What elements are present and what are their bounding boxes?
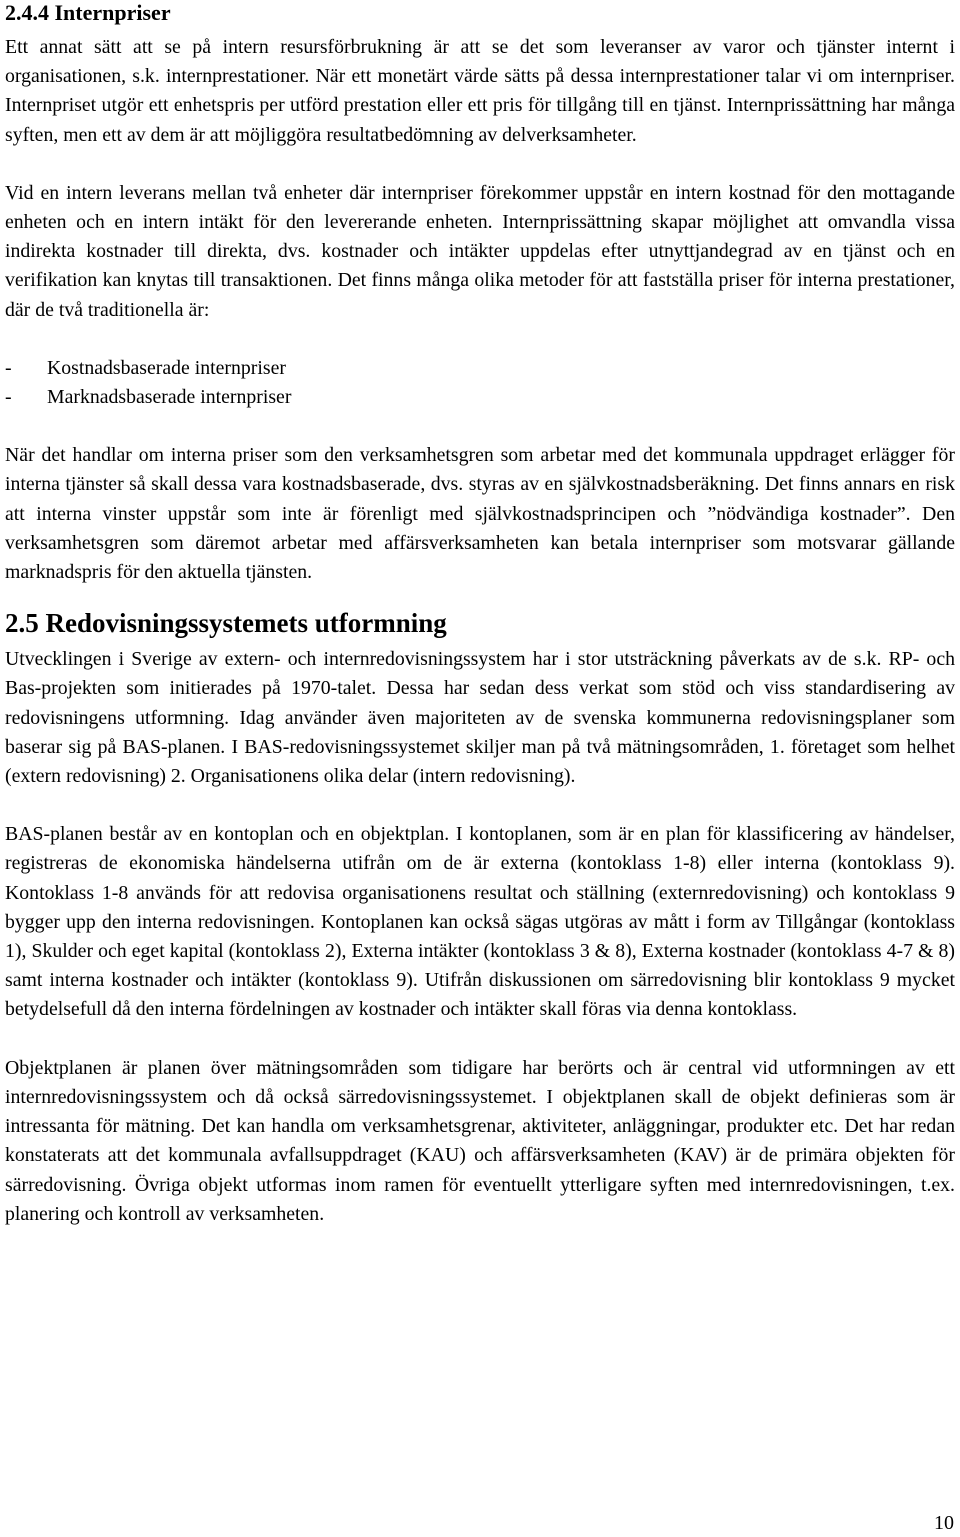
- paragraph-bas-planen: BAS-planen består av en kontoplan och en objektplan. I kontoplanen, som är en plan för klassificering av händelser, registreras de ekonomiska händelserna utifrån om de är externa (kontoklass 1-8) eller interna (kontoklass 9). Kontoklass 1-8 används för att redovisa organisationens resultat och ställning (externredovisning) och kontoklass 9 bygger upp den interna redovisningen. Kontoplanen kan också sägas utgöras av mått i form av Tillgångar (kontoklass 1), Skulder och eget kapital (kontoklass 2), Externa intäkter (kontoklass 3 & 8), Externa kostnader (kontoklass 4-7 & 8) samt interna kostnader och intäkter (kontoklass 9). Utifrån diskussionen om särredovisning blir kontoklass 9 mycket betydelsefull då den interna fördelningen av kostnader och intäkter skall föras via denna kontoklass.: [5, 823, 955, 1021]
- document-page: [5, 0, 955, 1229]
- list-item-text: Kostnadsbaserade internpriser: [47, 356, 286, 379]
- list-dash: -: [5, 386, 12, 409]
- list-item-text: Marknadsbaserade internpriser: [47, 386, 292, 409]
- list-item: [5, 354, 955, 383]
- list-item: [5, 383, 955, 412]
- paragraph-objektplanen: Objektplanen är planen över mätningsområden som tidigare har berörts och är central vid utformningen av ett internredovisningssystem och då också särredovisningssystemet. I objektplanen skall de objekt definieras som är intressanta för mätning. Det kan handla om verksamhetsgrenar, aktiviteter, anläggningar, produkter etc. Det har redan konstaterats att det kommunala avfallsuppdraget (KAU) och affärsverksamheten (KAV) är de primära objekten för särredovisning. Övriga objekt utformas inom ramen för eventuellt ytterligare syften med internredovisningen, t.ex. planering och kontroll av verksamheten.: [5, 1056, 955, 1225]
- page-number: 10: [934, 1512, 954, 1534]
- paragraph-utvecklingen: Utvecklingen i Sverige av extern- och internredovisningssystem har i stor utsträckning påverkats av de s.k. RP- och Bas-projekten som initierades på 1970-talet. Dessa har sedan dess verkat som stöd och viss standardisering av redovisningens utformning. Idag använder även majoriteten av de svenska kommunerna redovisningsplaner som baserar sig på BAS-planen. I BAS-redovisningssystemet skiljer man på två mätningsområden, 1. företaget som helhet (extern redovisning) 2. Organisationens olika delar (intern redovisning).: [5, 648, 955, 788]
- paragraph-interna-priser: När det handlar om interna priser som den verksamhetsgren som arbetar med det kommunala uppdraget erlägger för interna tjänster så skall dessa vara kostnadsbaserade, dvs. styras av en självkostnadsberäkning. Det finns annars en risk att interna vinster uppstår som inte är förenligt med självkostnadsprincipen och ”nödvändiga kostnader”. Den verksamhetsgren som däremot arbetar med affärsverksamheten kan betala internpriser som motsvarar gällande marknadspris för den aktuella tjänsten.: [5, 444, 955, 584]
- paragraph-intern-leverans: Vid en intern leverans mellan två enheter där internpriser förekommer uppstår en intern kostnad för den mottagande enheten och en intern intäkt för den levererande enheten. Internprissättning skapar möjlighet att omvandla vissa indirekta kostnader till direkta, dvs. kostnader och intäkter uppdelas efter utnyttjandegrad av en tjänst och en verifikation kan knytas till transaktionen. Det finns många olika metoder för att fastställa priser för interna prestationer, där de två traditionella är:: [5, 181, 955, 321]
- paragraph-internpriser-intro: Ett annat sätt att se på intern resursförbrukning är att se det som leveranser av varor och tjänster internt i organisationen, s.k. internprestationer. När ett monetärt värde sätts på dessa internprestationer talar vi om internpriser. Internpriset utgör ett enhetspris per utförd prestation eller ett pris för tillgång till en tjänst. Internprissättning har många syften, men ett av dem är att möjliggöra resultatbedömning av delverksamheter.: [5, 36, 955, 146]
- section-heading-internpriser: 2.4.4 Internpriser: [5, 0, 171, 25]
- section-heading-redovisningssystem: 2.5 Redovisningssystemets utformning: [5, 608, 447, 639]
- pricing-methods-list: [5, 354, 955, 412]
- list-dash: -: [5, 356, 12, 379]
